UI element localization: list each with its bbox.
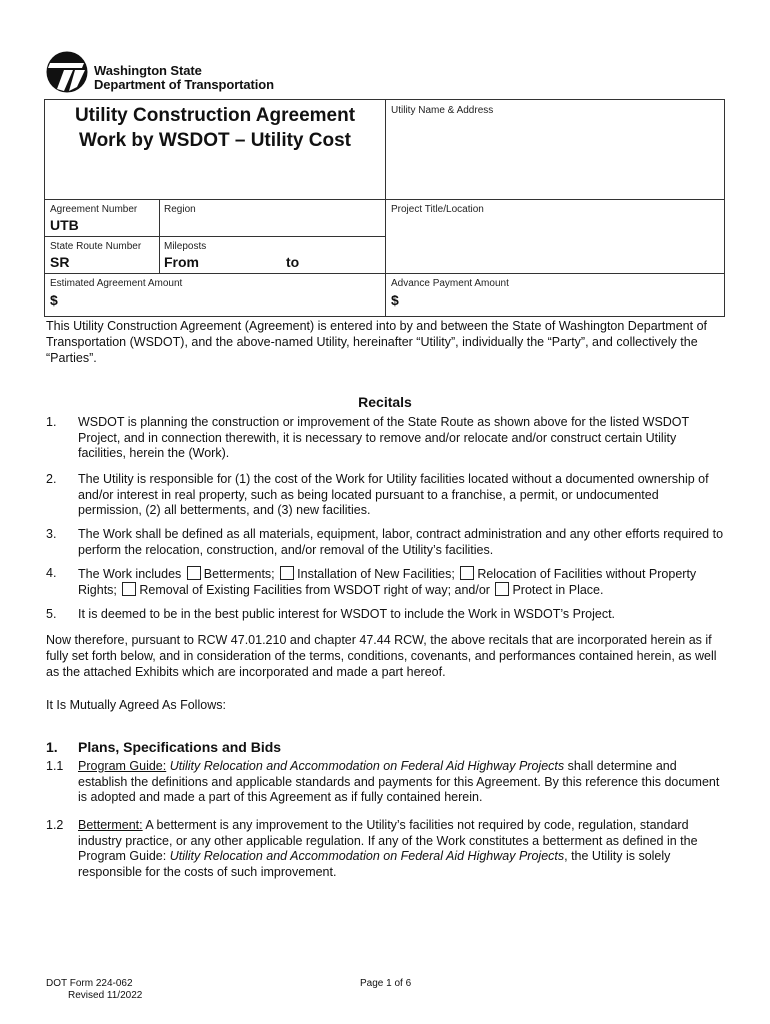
agreement-number-label: Agreement Number [50, 204, 138, 215]
mileposts-to[interactable]: to [286, 254, 300, 270]
recital-number: 1. [46, 415, 57, 429]
program-guide-term: Program Guide: [78, 759, 167, 773]
state-route-label: State Route Number [50, 241, 142, 252]
estimated-amount-label: Estimated Agreement Amount [50, 278, 183, 289]
section-title: Plans, Specifications and Bids [78, 739, 282, 755]
recital-text: The Work shall be defined as all materials, equipment, labor, contract administration and any other efforts required to perform the relocation, construction, and/or removal of the Utility’s facilities. [78, 527, 724, 557]
intro-paragraph: This Utility Construction Agreement (Agreement) is entered into by and between the State of Washington Department of Transportation (WSDOT), and the above-named Utility, hereinafter “Utility”, individually the “Party”, and collectively the “Parties”. [46, 319, 707, 365]
recital-number: 4. [46, 566, 57, 580]
protect-in-place-checkbox[interactable] [495, 582, 509, 596]
recital-number: 5. [46, 607, 57, 621]
betterment-rest: , the Utility is solely responsible for the costs of such improvement. [78, 849, 671, 879]
advance-payment-field[interactable]: $ [391, 292, 399, 308]
betterment-text: A betterment is any improvement to the Utility’s facilities not required by code, regulation, standard industry practice, or any other applicable regulation. If any of the Work constitutes a betterment as defined in the Program Guide: [78, 818, 698, 864]
form-title [45, 103, 385, 153]
agency-line-1: Washington State [94, 63, 202, 78]
removal-checkbox[interactable] [122, 582, 136, 596]
subsection-number: 1.2 [46, 818, 64, 832]
now-therefore-paragraph: Now therefore, pursuant to RCW 47.01.210 and chapter 47.44 RCW, the above recitals that are incorporated herein as if fully set forth below, and in consideration of the terms, conditions, covenants, and performances contained herein, as well as the attached Exhibits which are incorporated and made a part hereof. [46, 633, 717, 679]
utility-name-label: Utility Name & Address [391, 105, 494, 116]
new-facilities-label: Installation of New Facilities; [297, 567, 455, 581]
recital-1 [46, 415, 726, 462]
recital-2 [46, 472, 726, 519]
recital-4 [46, 566, 726, 598]
protect-in-place-label: Protect in Place. [512, 583, 604, 597]
recital-text: The Utility is responsible for (1) the cost of the Work for Utility facilities located without a documented ownership of and/or interest in real property, such as being located pursuant to a franchise, a permit, or undocumented permission, (2) all betterments, and (3) new facilities. [78, 472, 709, 518]
region-field[interactable] [161, 216, 383, 234]
recital-3 [46, 527, 726, 558]
section-number: 1. [46, 739, 58, 755]
recital-text: It is deemed to be in the best public interest for WSDOT to include the Work in WSDOT’s Project. [78, 607, 616, 621]
form-title-line-1: Utility Construction Agreement [74, 105, 356, 126]
form-number: DOT Form 224-062 [46, 978, 133, 989]
work-includes-lead: The Work includes [78, 567, 182, 581]
section-1-1 [46, 759, 726, 806]
agreement-number-field[interactable]: UTB [50, 217, 79, 233]
recital-number: 3. [46, 527, 57, 541]
betterments-label: Betterments; [203, 567, 275, 581]
recital-5 [46, 607, 726, 623]
recital-number: 2. [46, 472, 57, 486]
project-title-field[interactable] [387, 218, 723, 270]
section-1-2 [46, 818, 726, 880]
agency-name [94, 64, 274, 92]
betterments-checkbox[interactable] [187, 566, 201, 580]
relocation-label: Relocation of Facilities without Property Rights; [78, 567, 697, 597]
agreement-header-table [44, 99, 725, 317]
mileposts-from[interactable]: From [164, 254, 199, 270]
subsection-number: 1.1 [46, 759, 64, 773]
relocation-checkbox[interactable] [460, 566, 474, 580]
betterment-guide-title: Utility Relocation and Accommodation on Federal Aid Highway Projects [169, 849, 565, 864]
region-label: Region [164, 204, 196, 215]
mutually-agreed-text: It Is Mutually Agreed As Follows: [46, 698, 226, 712]
page-number: Page 1 of 6 [360, 978, 412, 989]
project-title-label: Project Title/Location [391, 204, 484, 215]
wsdot-logo-icon [44, 51, 90, 93]
recitals-heading: Recitals [358, 394, 412, 410]
state-route-field[interactable]: SR [50, 254, 70, 270]
recital-text: WSDOT is planning the construction or improvement of the State Route as shown above for the listed WSDOT Project, and in connection therewith, it is necessary to remove and/or relocate and/or construct certain Utility facilities, herein the (Work). [78, 415, 689, 461]
section-1-heading [46, 739, 282, 755]
utility-name-field[interactable] [387, 120, 723, 196]
program-guide-text: shall determine and establish the definitions and applicable standards and payments for this Agreement. By this reference this document is adopted and made a part of this Agreement as if fully contained herein. [78, 759, 720, 805]
betterment-term: Betterment: [78, 818, 143, 832]
mileposts-label: Mileposts [164, 241, 207, 252]
new-facilities-checkbox[interactable] [280, 566, 294, 580]
form-title-line-2: Work by WSDOT – Utility Cost [78, 130, 351, 151]
form-revised: Revised 11/2022 [68, 990, 143, 1001]
program-guide-title: Utility Relocation and Accommodation on Federal Aid Highway Projects [169, 759, 565, 773]
advance-payment-label: Advance Payment Amount [391, 278, 509, 289]
removal-label: Removal of Existing Facilities from WSDOT right of way; and/or [139, 583, 490, 597]
agency-line-2: Department of Transportation [94, 77, 274, 92]
estimated-amount-field[interactable]: $ [50, 292, 58, 308]
